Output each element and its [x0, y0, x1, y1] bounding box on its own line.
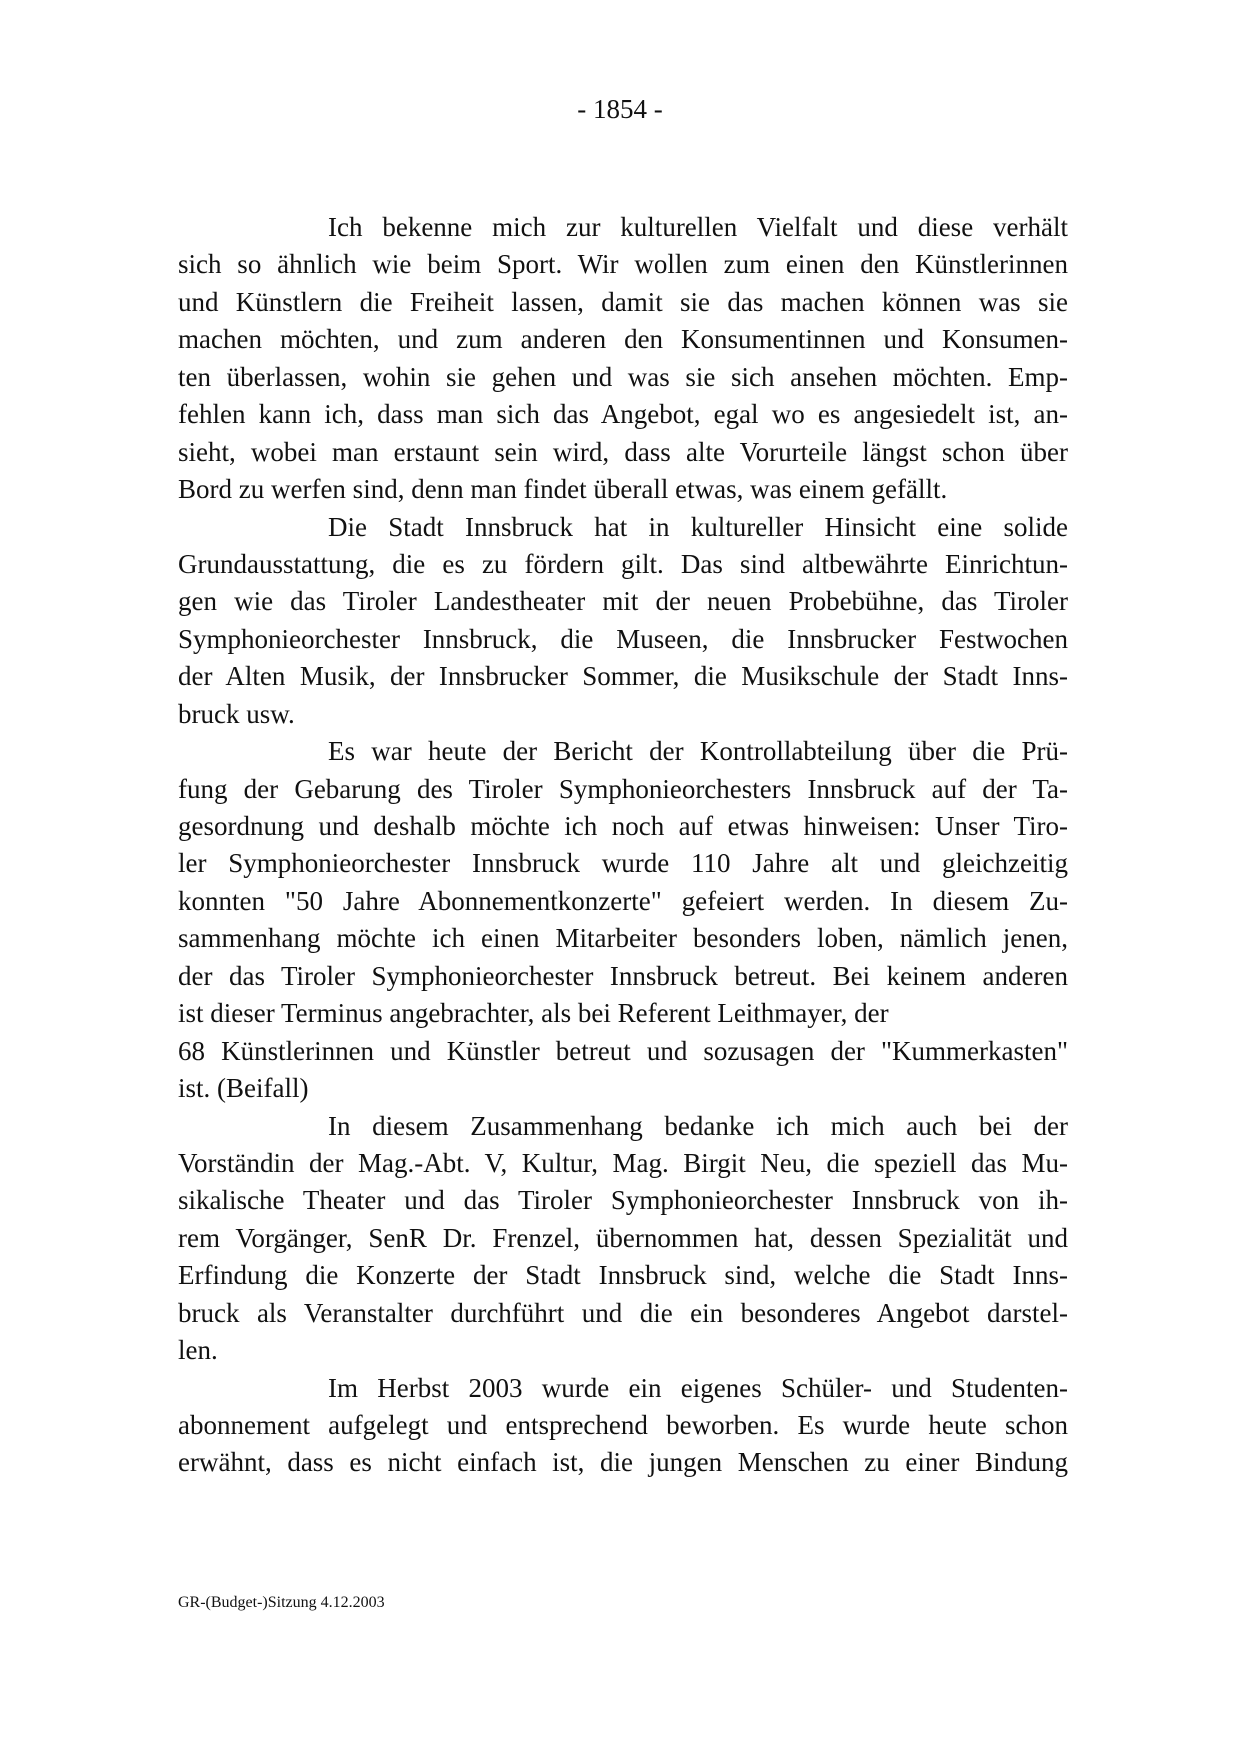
text-line: fung der Gebarung des Tiroler Symphonieorchesters Innsbruck auf der Ta-: [178, 773, 1068, 804]
text-line: ist. (Beifall): [178, 1073, 309, 1104]
text-line: Erfindung die Konzerte der Stadt Innsbruck sind, welche die Stadt Inns-: [178, 1260, 1068, 1291]
text-line: abonnement aufgelegt und entsprechend beworben. Es wurde heute schon: [178, 1410, 1068, 1440]
text-line: sammenhang möchte ich einen Mitarbeiter besonders loben, nämlich jenen,: [178, 923, 1068, 954]
text-line: len.: [178, 1335, 218, 1366]
text-line: konnten "50 Jahre Abonnementkonzerte" gefeiert werden. In diesem Zu-: [178, 885, 1068, 916]
text-line: sikalische Theater und das Tiroler Symphonieorchester Innsbruck von ih-: [178, 1185, 1068, 1216]
text-line: sieht, wobei man erstaunt sein wird, dass alte Vorurteile längst schon über: [178, 436, 1068, 467]
text-line: Es war heute der Bericht der Kontrollabteilung über die Prü-: [328, 736, 1068, 767]
text-line: ler Symphonieorchester Innsbruck wurde 110 Jahre alt und gleichzeitig: [178, 848, 1068, 879]
text-line: der Alten Musik, der Innsbrucker Sommer, die Musikschule der Stadt Inns-: [178, 661, 1068, 692]
text-line: rem Vorgänger, SenR Dr. Frenzel, übernommen hat, dessen Spezialität und: [178, 1222, 1068, 1253]
text-line: gen wie das Tiroler Landestheater mit der neuen Probebühne, das Tiroler: [178, 586, 1068, 617]
document-body: [178, 209, 1068, 1482]
text-line: gesordnung und deshalb möchte ich noch auf etwas hinweisen: Unser Tiro-: [178, 811, 1068, 841]
text-line: Ich bekenne mich zur kulturellen Vielfalt und diese verhält: [328, 212, 1068, 242]
text-line: der das Tiroler Symphonieorchester Innsbruck betreut. Bei keinem anderen: [178, 960, 1068, 991]
text-line: Die Stadt Innsbruck hat in kultureller Hinsicht eine solide: [328, 511, 1068, 542]
text-line: Symphonieorchester Innsbruck, die Museen, die Innsbrucker Festwochen: [178, 623, 1068, 654]
text-line: Grundausstattung, die es zu fördern gilt. Das sind altbewährte Einrichtun-: [178, 548, 1068, 579]
text-line: machen möchten, und zum anderen den Konsumentinnen und Konsumen-: [178, 324, 1068, 355]
text-line: und Künstlern die Freiheit lassen, damit sie das machen können was sie: [178, 286, 1068, 317]
text-line: ist dieser Terminus angebrachter, als bei Referent Leithmayer, der: [178, 998, 889, 1029]
text-line: bruck als Veranstalter durchführt und die ein besonderes Angebot darstel-: [178, 1297, 1068, 1328]
text-line: fehlen kann ich, dass man sich das Angebot, egal wo es angesiedelt ist, an-: [178, 399, 1068, 430]
text-line: Vorständin der Mag.-Abt. V, Kultur, Mag. Birgit Neu, die speziell das Mu-: [178, 1147, 1068, 1178]
text-line: erwähnt, dass es nicht einfach ist, die jungen Menschen zu einer Bindung: [178, 1447, 1068, 1478]
page-footer: GR-(Budget-)Sitzung 4.12.2003: [178, 1594, 385, 1611]
page-number: - 1854 -: [577, 94, 663, 124]
text-line: sich so ähnlich wie beim Sport. Wir wollen zum einen den Künstlerinnen: [178, 249, 1068, 280]
text-line: 68 Künstlerinnen und Künstler betreut und sozusagen der "Kummerkasten": [178, 1035, 1068, 1066]
text-line: Bord zu werfen sind, denn man findet überall etwas, was einem gefällt.: [178, 474, 948, 505]
text-line: bruck usw.: [178, 698, 295, 729]
text-line: Im Herbst 2003 wurde ein eigenes Schüler- und Studenten-: [328, 1372, 1068, 1403]
text-line: In diesem Zusammenhang bedanke ich mich auch bei der: [328, 1110, 1068, 1141]
text-line: ten überlassen, wohin sie gehen und was sie sich ansehen möchten. Emp-: [178, 361, 1068, 392]
